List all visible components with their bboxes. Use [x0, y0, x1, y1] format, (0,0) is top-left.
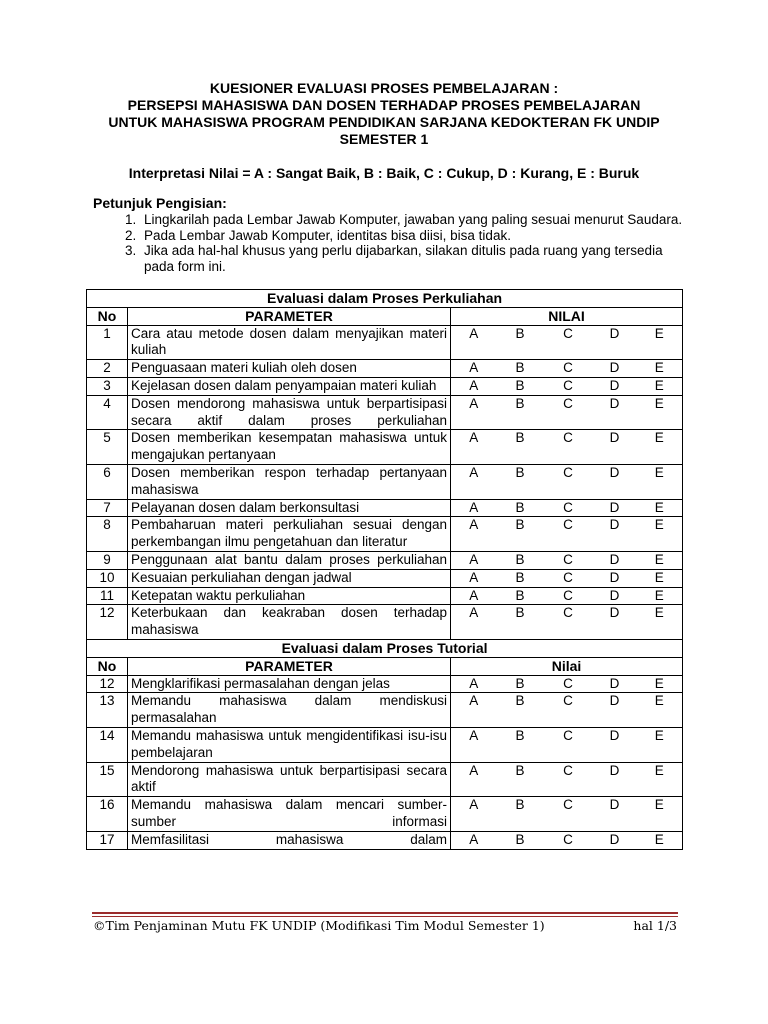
option-b[interactable]: B	[497, 727, 544, 762]
table-row	[87, 395, 683, 430]
instruction-item: 1. Lingkarilah pada Lembar Jawab Komputer, jawaban yang paling sesuai menurut Saudara.	[140, 212, 693, 228]
option-c[interactable]: C	[544, 360, 593, 378]
option-d[interactable]: D	[593, 551, 637, 569]
table-row	[87, 569, 683, 587]
table-row	[87, 499, 683, 517]
option-c[interactable]: C	[544, 325, 593, 360]
option-e[interactable]: E	[637, 587, 683, 605]
instruction-item: 2. Pada Lembar Jawab Komputer, identitas bisa diisi, bisa tidak.	[140, 228, 693, 244]
title-line: UNTUK MAHASISWA PROGRAM PENDIDIKAN SARJANA KEDOKTERAN FK UNDIP	[108, 114, 660, 130]
table-row	[87, 325, 683, 360]
parameter-text: Memandu mahasiswa dalam mendiskusi permasalahan	[128, 693, 451, 728]
section-title-row	[87, 290, 683, 308]
interpretation-text: Interpretasi Nilai = A : Sangat Baik, B : Baik, C : Cukup, D : Kurang, E : Buruk	[128, 165, 640, 181]
option-e[interactable]: E	[637, 395, 683, 430]
option-e[interactable]: E	[637, 430, 683, 465]
option-e[interactable]: E	[637, 499, 683, 517]
option-c[interactable]: C	[544, 831, 593, 849]
section-title: Evaluasi dalam Proses Perkuliahan	[87, 290, 683, 308]
row-number: 12	[87, 675, 128, 693]
table-row	[87, 377, 683, 395]
column-header-row	[87, 657, 683, 675]
column-header-no: No	[87, 657, 128, 675]
option-d[interactable]: D	[593, 762, 637, 797]
parameter-text: Mengklarifikasi permasalahan dengan jelas	[128, 675, 451, 693]
table-row	[87, 587, 683, 605]
option-c[interactable]: C	[544, 693, 593, 728]
row-number: 14	[87, 727, 128, 762]
parameter-text: Dosen memberikan kesempatan mahasiswa untuk mengajukan pertanyaan	[128, 430, 451, 465]
option-b[interactable]: B	[497, 325, 544, 360]
instructions-heading: Petunjuk Pengisian:	[93, 195, 227, 211]
row-number: 8	[87, 517, 128, 552]
option-a[interactable]: A	[451, 675, 497, 693]
row-number: 6	[87, 464, 128, 499]
table-row	[87, 675, 683, 693]
option-d[interactable]: D	[593, 727, 637, 762]
parameter-text: Ketepatan waktu perkuliahan	[128, 587, 451, 605]
row-number: 4	[87, 395, 128, 430]
instructions	[93, 195, 693, 274]
option-b[interactable]: B	[497, 797, 544, 832]
option-c[interactable]: C	[544, 675, 593, 693]
parameter-text: Penggunaan alat bantu dalam proses perkuliahan	[128, 551, 451, 569]
option-b[interactable]: B	[497, 517, 544, 552]
column-header-parameter: PARAMETER	[128, 657, 451, 675]
table-row	[87, 831, 683, 849]
option-b[interactable]: B	[497, 377, 544, 395]
title-line: PERSEPSI MAHASISWA DAN DOSEN TERHADAP PROSES PEMBELAJARAN	[127, 97, 641, 113]
table-row	[87, 797, 683, 832]
option-b[interactable]: B	[497, 395, 544, 430]
option-e[interactable]: E	[637, 797, 683, 832]
option-b[interactable]: B	[497, 360, 544, 378]
footer-credit: ©Tim Penjaminan Mutu FK UNDIP (Modifikasi Tim Modul Semester 1)	[93, 918, 545, 933]
option-d[interactable]: D	[593, 377, 637, 395]
table-row	[87, 727, 683, 762]
option-e[interactable]: E	[637, 762, 683, 797]
parameter-text: Pelayanan dosen dalam berkonsultasi	[128, 499, 451, 517]
row-number: 13	[87, 693, 128, 728]
option-b[interactable]: B	[497, 430, 544, 465]
option-e[interactable]: E	[637, 551, 683, 569]
option-e[interactable]: E	[637, 377, 683, 395]
option-c[interactable]: C	[544, 377, 593, 395]
evaluation-table	[86, 289, 683, 850]
option-e[interactable]: E	[637, 569, 683, 587]
instruction-item: 3. Jika ada hal-hal khusus yang perlu dijabarkan, silakan ditulis pada ruang yang tersedia pada form ini.	[140, 243, 693, 274]
parameter-text: Cara atau metode dosen dalam menyajikan materi kuliah	[128, 325, 451, 360]
row-number: 1	[87, 325, 128, 360]
option-d[interactable]: D	[593, 395, 637, 430]
option-d[interactable]: D	[593, 517, 637, 552]
option-c[interactable]: C	[544, 551, 593, 569]
row-number: 3	[87, 377, 128, 395]
option-a[interactable]: A	[451, 499, 497, 517]
option-b[interactable]: B	[497, 569, 544, 587]
column-header-value: NILAI	[451, 307, 683, 325]
row-number: 9	[87, 551, 128, 569]
row-number: 12	[87, 605, 128, 640]
option-a[interactable]: A	[451, 727, 497, 762]
parameter-text: Dosen mendorong mahasiswa untuk berpartisipasi secara aktif dalam proses perkuliahan	[128, 395, 451, 430]
section-title: Evaluasi dalam Proses Tutorial	[87, 639, 683, 657]
option-c[interactable]: C	[544, 587, 593, 605]
evaluation-table-body	[87, 290, 683, 850]
parameter-text: Keterbukaan dan keakraban dosen terhadap mahasiswa	[128, 605, 451, 640]
option-a[interactable]: A	[451, 551, 497, 569]
option-c[interactable]: C	[544, 762, 593, 797]
option-a[interactable]: A	[451, 605, 497, 640]
table-row	[87, 517, 683, 552]
column-header-value: Nilai	[451, 657, 683, 675]
document-title	[0, 80, 768, 148]
column-header-parameter: PARAMETER	[128, 307, 451, 325]
page-number: hal 1/3	[633, 918, 677, 933]
option-e[interactable]: E	[637, 693, 683, 728]
option-d[interactable]: D	[593, 605, 637, 640]
option-d[interactable]: D	[593, 569, 637, 587]
table-row	[87, 605, 683, 640]
section-title-row	[87, 639, 683, 657]
parameter-text: Dosen memberikan respon terhadap pertanyaan mahasiswa	[128, 464, 451, 499]
parameter-text: Kejelasan dosen dalam penyampaian materi kuliah	[128, 377, 451, 395]
parameter-text: Pembaharuan materi perkuliahan sesuai dengan perkembangan ilmu pengetahuan dan literatur	[128, 517, 451, 552]
option-a[interactable]: A	[451, 831, 497, 849]
option-b[interactable]: B	[497, 831, 544, 849]
option-d[interactable]: D	[593, 831, 637, 849]
option-e[interactable]: E	[637, 675, 683, 693]
option-e[interactable]: E	[637, 325, 683, 360]
option-b[interactable]: B	[497, 762, 544, 797]
option-a[interactable]: A	[451, 464, 497, 499]
option-e[interactable]: E	[637, 605, 683, 640]
option-a[interactable]: A	[451, 569, 497, 587]
row-number: 2	[87, 360, 128, 378]
option-e[interactable]: E	[637, 727, 683, 762]
table-row	[87, 551, 683, 569]
table-row	[87, 762, 683, 797]
title-line: KUESIONER EVALUASI PROSES PEMBELAJARAN :	[209, 80, 559, 96]
option-c[interactable]: C	[544, 395, 593, 430]
option-c[interactable]: C	[544, 605, 593, 640]
option-a[interactable]: A	[451, 395, 497, 430]
option-a[interactable]: A	[451, 377, 497, 395]
table-row	[87, 360, 683, 378]
column-header-row	[87, 307, 683, 325]
option-d[interactable]: D	[593, 499, 637, 517]
option-d[interactable]: D	[593, 675, 637, 693]
parameter-text: Kesuaian perkuliahan dengan jadwal	[128, 569, 451, 587]
option-e[interactable]: E	[637, 464, 683, 499]
row-number: 17	[87, 831, 128, 849]
parameter-text: Memfasilitasi mahasiswa dalam	[128, 831, 451, 849]
option-d[interactable]: D	[593, 587, 637, 605]
option-c[interactable]: C	[544, 727, 593, 762]
option-a[interactable]: A	[451, 587, 497, 605]
option-a[interactable]: A	[451, 325, 497, 360]
row-number: 10	[87, 569, 128, 587]
footer-divider	[92, 912, 678, 917]
row-number: 5	[87, 430, 128, 465]
row-number: 7	[87, 499, 128, 517]
row-number: 16	[87, 797, 128, 832]
parameter-text: Penguasaan materi kuliah oleh dosen	[128, 360, 451, 378]
parameter-text: Memandu mahasiswa dalam mencari sumber-sumber informasi	[128, 797, 451, 832]
option-b[interactable]: B	[497, 464, 544, 499]
table-row	[87, 693, 683, 728]
option-d[interactable]: D	[593, 464, 637, 499]
option-c[interactable]: C	[544, 797, 593, 832]
option-b[interactable]: B	[497, 605, 544, 640]
table-row	[87, 430, 683, 465]
parameter-text: Memandu mahasiswa untuk mengidentifikasi isu-isu pembelajaran	[128, 727, 451, 762]
option-b[interactable]: B	[497, 587, 544, 605]
table-row	[87, 464, 683, 499]
option-a[interactable]: A	[451, 517, 497, 552]
option-d[interactable]: D	[593, 360, 637, 378]
option-d[interactable]: D	[593, 430, 637, 465]
option-c[interactable]: C	[544, 517, 593, 552]
option-e[interactable]: E	[637, 517, 683, 552]
option-b[interactable]: B	[497, 693, 544, 728]
title-line: SEMESTER 1	[339, 131, 429, 147]
option-c[interactable]: C	[544, 464, 593, 499]
option-d[interactable]: D	[593, 325, 637, 360]
parameter-text: Mendorong mahasiswa untuk berpartisipasi secara aktif	[128, 762, 451, 797]
option-a[interactable]: A	[451, 797, 497, 832]
row-number: 15	[87, 762, 128, 797]
option-a[interactable]: A	[451, 360, 497, 378]
option-a[interactable]: A	[451, 430, 497, 465]
option-a[interactable]: A	[451, 762, 497, 797]
option-c[interactable]: C	[544, 569, 593, 587]
instructions-list	[93, 212, 693, 274]
option-c[interactable]: C	[544, 499, 593, 517]
option-e[interactable]: E	[637, 360, 683, 378]
option-a[interactable]: A	[451, 693, 497, 728]
option-d[interactable]: D	[593, 797, 637, 832]
option-b[interactable]: B	[497, 551, 544, 569]
option-d[interactable]: D	[593, 693, 637, 728]
column-header-no: No	[87, 307, 128, 325]
row-number: 11	[87, 587, 128, 605]
option-c[interactable]: C	[544, 430, 593, 465]
option-b[interactable]: B	[497, 675, 544, 693]
option-e[interactable]: E	[637, 831, 683, 849]
option-b[interactable]: B	[497, 499, 544, 517]
